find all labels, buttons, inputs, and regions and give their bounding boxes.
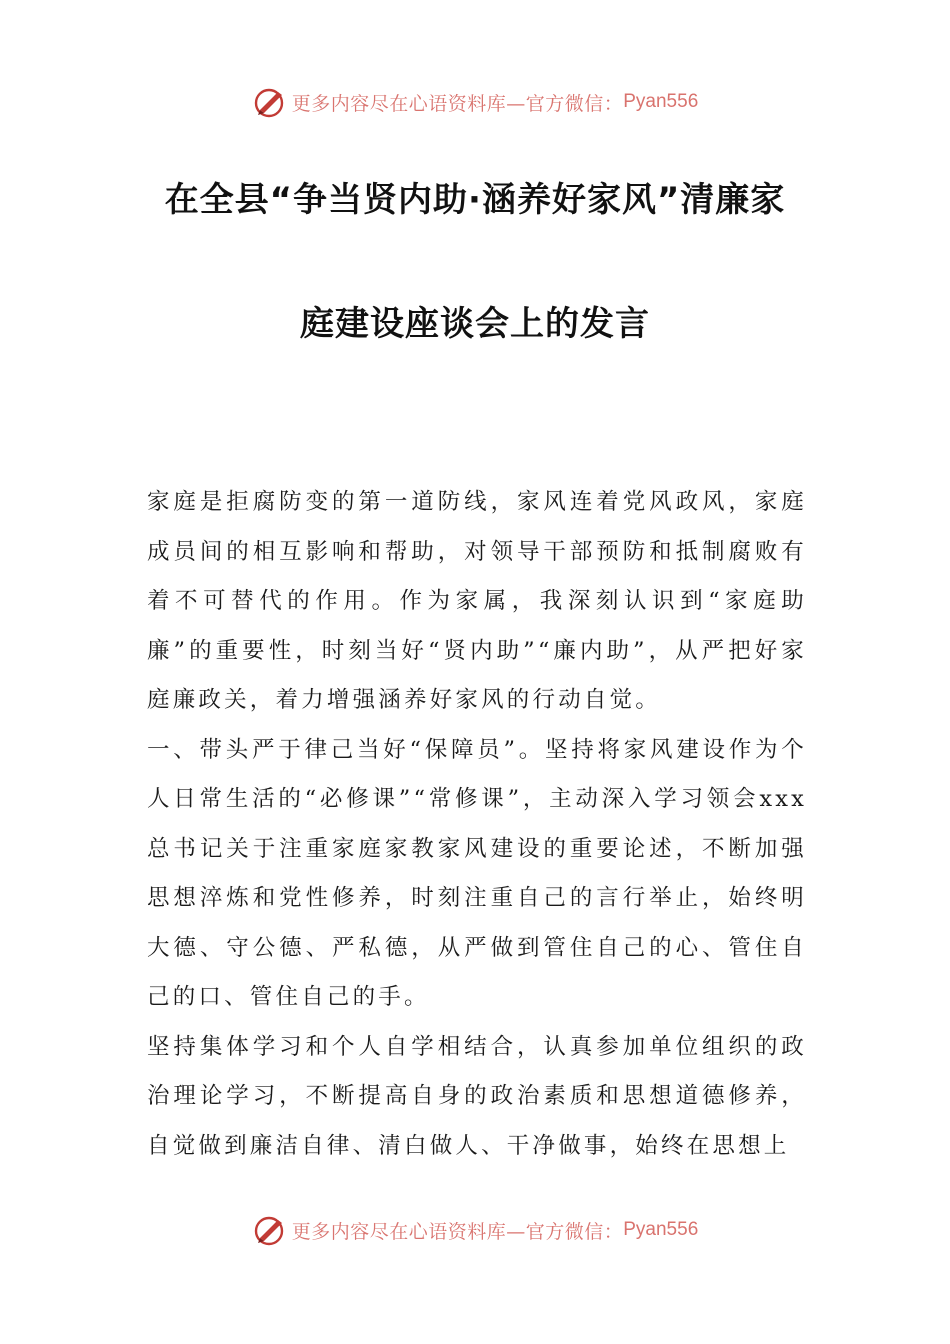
pen-logo-icon: [252, 1212, 288, 1248]
document-title-line-2: 庭建设座谈会上的发言: [300, 304, 650, 344]
pen-logo-icon: [252, 84, 288, 120]
document-title-line-1: 在全县“争当贤内助·涵养好家风”清廉家: [164, 180, 786, 220]
document-body: [147, 478, 807, 1171]
watermark-header: [0, 82, 950, 122]
paragraph-section-1: 一、带头严于律己当好“保障员”。坚持将家风建设作为个人日常生活的“必修课”“常修课”，主动深入学习领会xxx总书记关于注重家庭家教家风建设的重要论述，不断加强思想淬炼和党性修养，时刻注重自己的言行举止，始终明大德、守公德、严私德，从严做到管住自己的心、管住自己的口、管住自己的手。: [147, 736, 807, 1010]
watermark-wechat-id: Pyan556: [623, 91, 699, 112]
watermark-footer: [0, 1210, 950, 1250]
watermark-text: 更多内容尽在心语资料库—官方微信：: [291, 92, 624, 115]
paragraph-section-1-continued: 坚持集体学习和个人自学相结合，认真参加单位组织的政治理论学习，不断提高自身的政治素质和思想道德修养，自觉做到廉洁自律、清白做人、干净做事，始终在思想上: [147, 1033, 807, 1159]
paragraph-intro: 家庭是拒腐防变的第一道防线，家风连着党风政风，家庭成员间的相互影响和帮助，对领导干部预防和抵制腐败有着不可替代的作用。作为家属，我深刻认识到“家庭助廉”的重要性，时刻当好“贤内助”“廉内助”，从严把好家庭廉政关，着力增强涵养好家风的行动自觉。: [147, 489, 807, 713]
watermark-text: 更多内容尽在心语资料库—官方微信：: [291, 1220, 624, 1243]
watermark-wechat-id: Pyan556: [623, 1219, 699, 1240]
